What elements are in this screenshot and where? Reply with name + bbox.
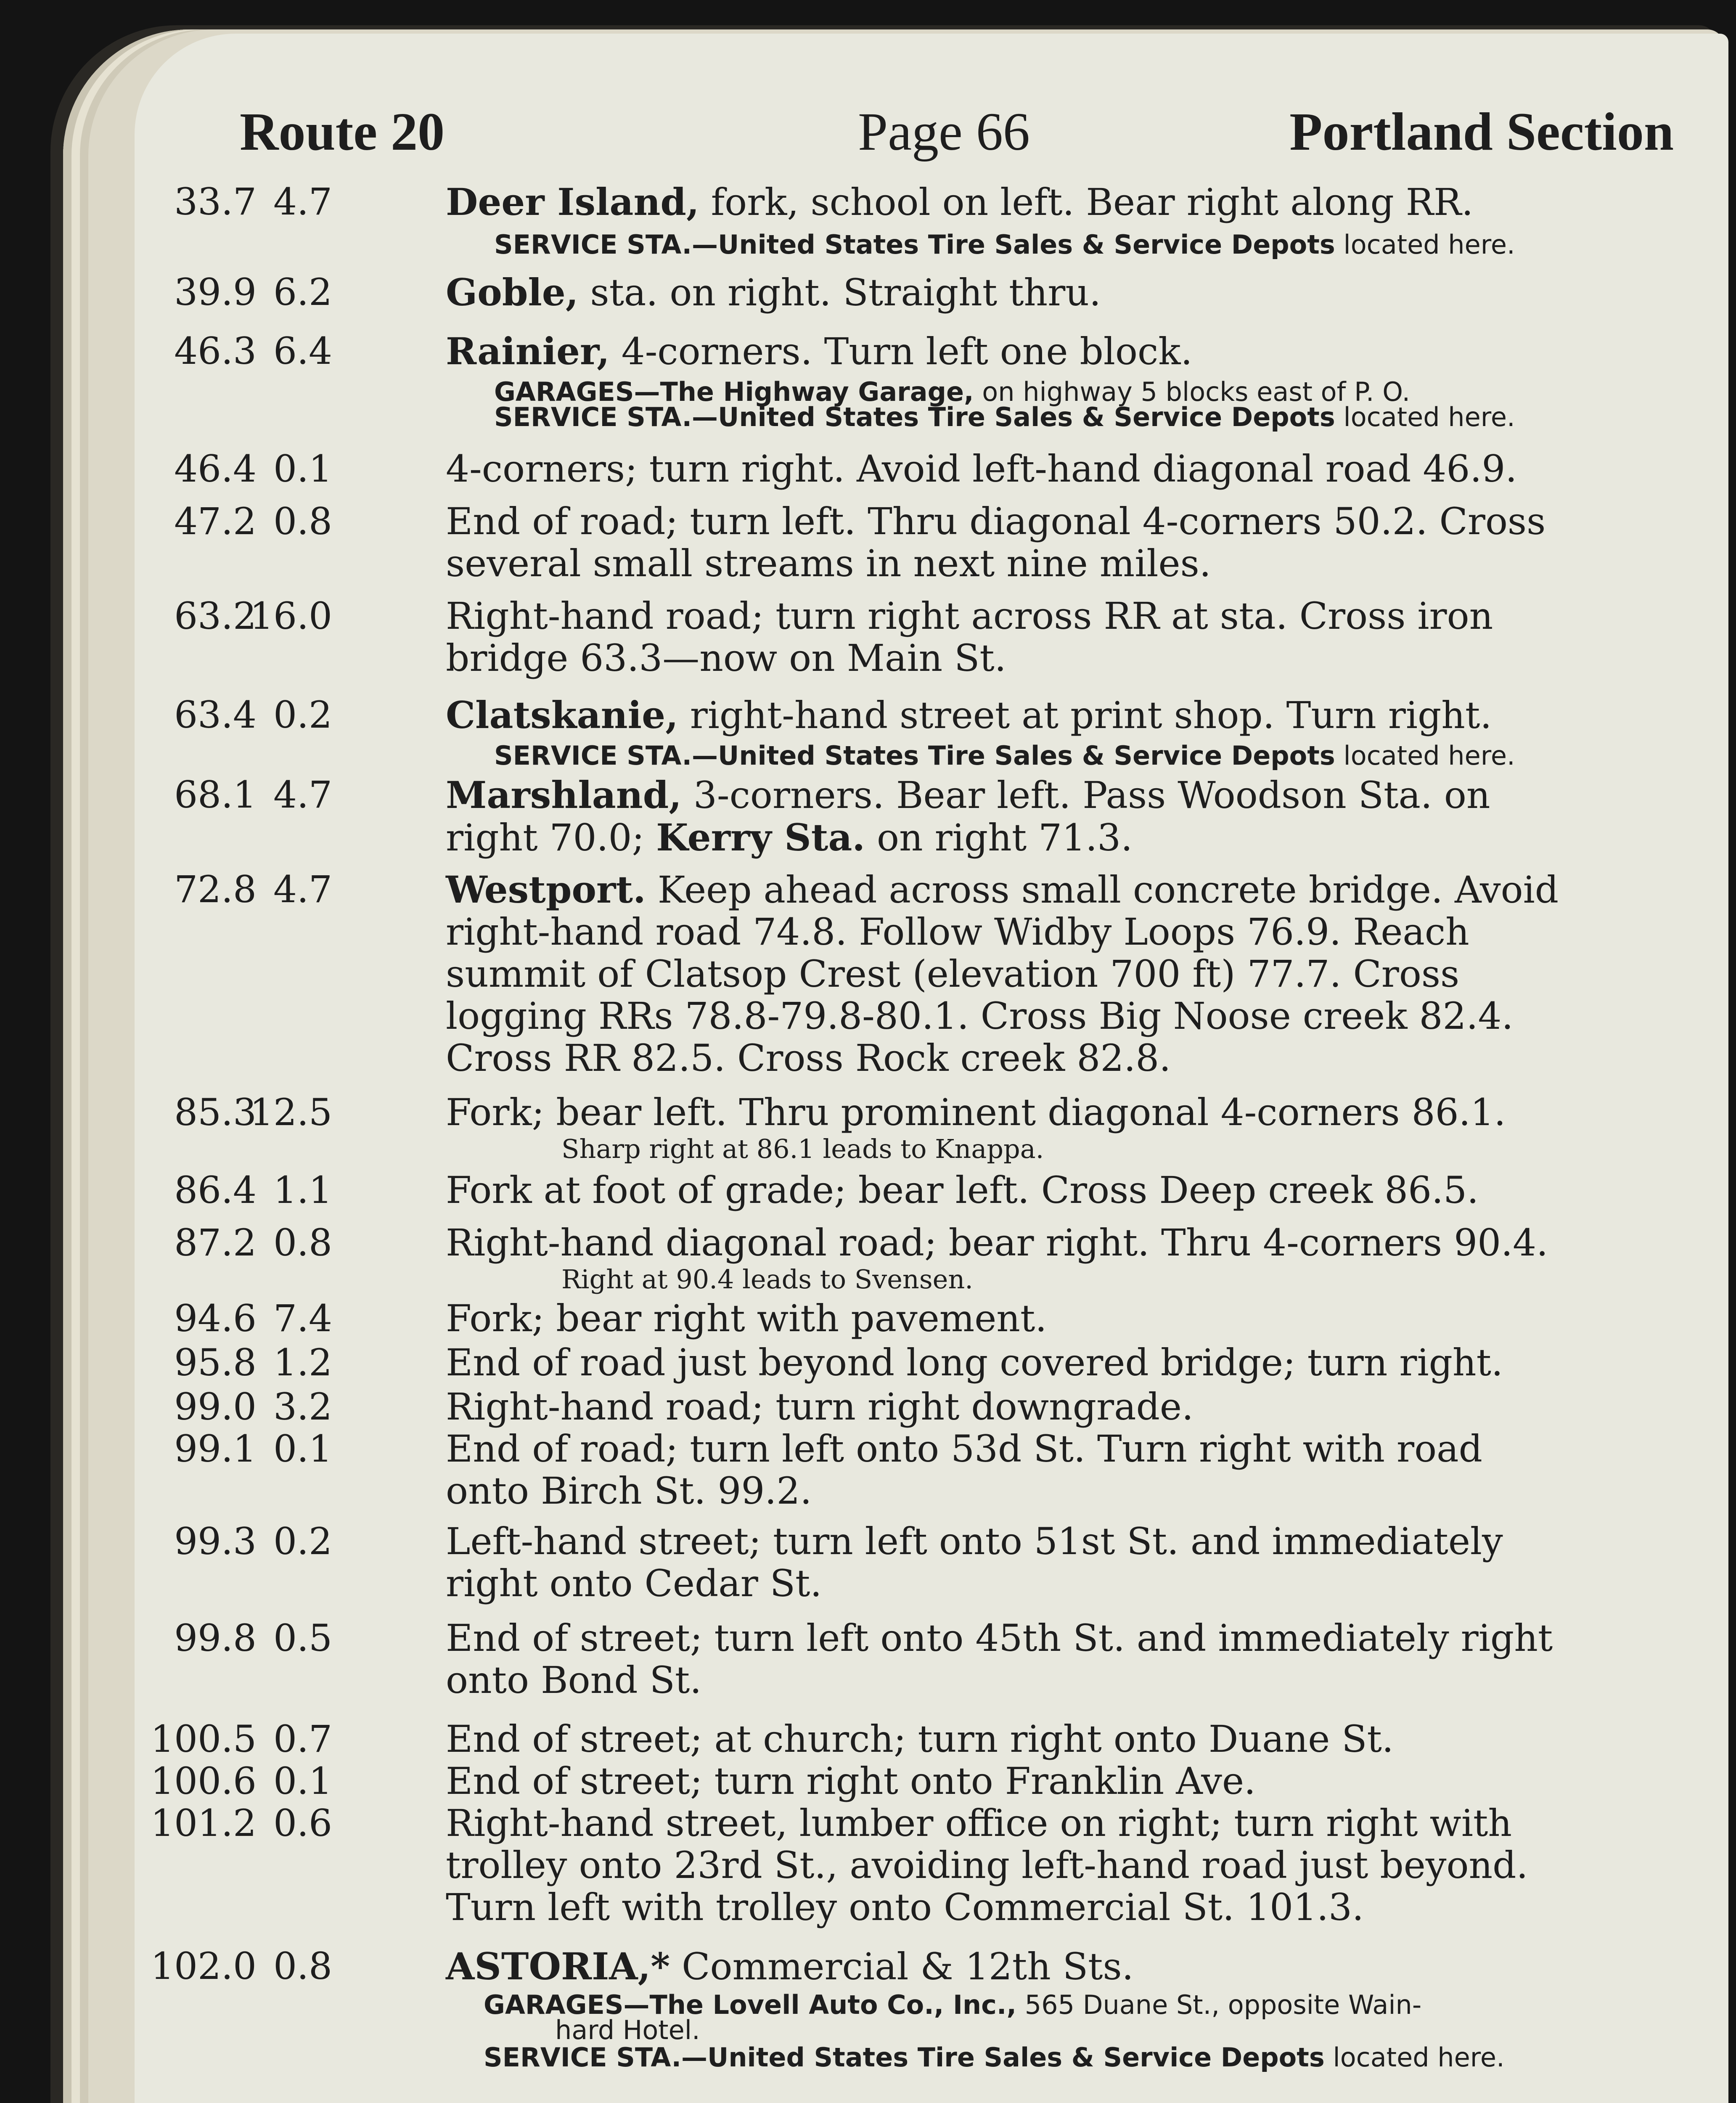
segment-miles: 0.8 (273, 1221, 332, 1264)
place-name: Goble, (446, 270, 579, 314)
segment-miles: 16.0 (250, 594, 332, 638)
service-note: SERVICE STA.—United States Tire Sales & Service Depots located here. (484, 2042, 1505, 2073)
segment-miles: 6.4 (273, 329, 332, 373)
page-number: Page 66 (858, 102, 1030, 162)
segment-miles: 0.2 (273, 693, 332, 736)
place-name: Rainier, (446, 329, 610, 373)
book-page: Route 20 Page 66 Portland Section 33.7 4.7 Deer Island, fork, school on left. Bear right along RR. SERVICE STA.—United States Tire Sales & Service Depots located here. 39.9 6.2 Goble, sta. on right. Straight thru. 46.3 6.4 Rainier, 4-corners. Turn left one block. GARAGES—The Highway Garage, on highway 5 blocks east of P. O. SERVICE STA.—United States Tire Sales & Service Depots located here. 46.4 0.1 4-corners; turn right. Avoid left-hand diagonal road 46.9. 47.2 0.8 End of road; turn left. Thru diagonal 4-corners 50.2. Cross several small streams in next nine miles. 63.2 16.0 Right-hand road; turn right across RR at sta. Cross iron bridge 63.3—now on Main St. 63.4 0.2 Clatskanie, right-hand street at print shop. Turn right. SERVICE STA.—United States Tire Sales & Service Depots located here. 68.1 4.7 Marshland, 3-corners. Bear left. Pass Woodson Sta. on right 70.0; Kerry Sta. on right 71.3. 72.8 4.7 Westport. Keep ahead across small concrete bridge. Avoid right-hand road 74.8. Follow Widby Loops 76.9. Reach summit of Clatsop Crest (elevation 700 ft) 77.7. Cross logging RRs 78.8-79.8-80.1. Cross Big Noose creek 82.4. Cross RR 82.5. Cross Rock creek 82.8. 85.3 12.5 Fork; bear left. Thru prominent diagonal 4-corners 86.1. Sharp right at 86.1 leads to Knappa. 86.4 1.1 Fork at foot of grade; bear left. Cross Deep creek 86.5. 87.2 0.8 Right-hand diagonal road; bear right. Thru 4-corners 90.4. Right at 90.4 leads to Svensen. 94.6 7.4 Fork; bear right with pavement. 95.8 1.2 End of road just beyond long covered bridge; turn right. 99.0 3.2 Right-hand road; turn right downgrade. 99.1 0.1 End of road; turn left onto 53d St. Turn right with road onto Birch St. 99.2. 99.3 0.2 Left-hand street; turn left onto 51st St. and immediately right onto Cedar St. 99.8 0.5 End of street; turn left onto 45th St. and immediately right onto Bond St. 100.5 0.7 End of street; at church; turn right onto Duane St. 100.6 0.1 End of street; turn right onto Franklin Ave. 101.2 0.6 Right-hand street, lumber office on right; turn right with trolley onto 23rd St., avoiding left-hand road just beyond. Turn left with trolley onto Commercial St. 101.3. 102.0 0.8 ASTORIA,* Commercial & 12th Sts. GARAGES—The Lovell Auto Co., Inc., 565 Duane St., opposite Wain- hard Hotel. SERVICE STA.—United States Tire Sales & Service Depots located here. (135, 34, 1728, 2103)
direction-text: Right-hand road; turn right across RR at sta. Cross iron bridge 63.3—now on Main St. (446, 594, 1493, 680)
cumulative-miles: 63.2 (174, 594, 257, 638)
direction-text: Right-hand street, lumber office on right; turn right with trolley onto 23rd St., avoiding left-hand road just beyond. Turn left with trolley onto Commercial St. 101.3. (446, 1801, 1528, 1929)
segment-miles: 6.2 (273, 270, 332, 314)
garage-note: GARAGES—The Lovell Auto Co., Inc., 565 Duane St., opposite Wain- (484, 1989, 1422, 2020)
svensen-note: Right at 90.4 leads to Svensen. (561, 1264, 974, 1295)
direction-text: Right-hand diagonal road; bear right. Thru 4-corners 90.4. (446, 1221, 1548, 1264)
segment-miles: 0.7 (273, 1717, 332, 1761)
cumulative-miles: 72.8 (174, 868, 257, 911)
place-name: Kerry Sta. (656, 816, 865, 859)
section-title: Portland Section (1289, 102, 1674, 162)
place-name: Marshland, (446, 773, 682, 817)
cumulative-miles: 87.2 (174, 1221, 257, 1264)
segment-miles: 0.5 (273, 1616, 332, 1660)
cumulative-miles: 68.1 (174, 773, 257, 816)
direction-text: End of road; turn left onto 53d St. Turn right with road onto Birch St. 99.2. (446, 1427, 1482, 1512)
cumulative-miles: 102.0 (151, 1944, 257, 1988)
service-note: SERVICE STA.—United States Tire Sales & Service Depots located here. (494, 402, 1515, 432)
segment-miles: 1.1 (273, 1168, 332, 1212)
segment-miles: 0.8 (273, 500, 332, 543)
direction-text: 4-corners; turn right. Avoid left-hand diagonal road 46.9. (446, 447, 1517, 490)
direction-text: Commercial & 12th Sts. (670, 1945, 1134, 1988)
cumulative-miles: 86.4 (174, 1168, 257, 1212)
cumulative-miles: 63.4 (174, 693, 257, 736)
direction-text: Fork; bear left. Thru prominent diagonal 4-corners 86.1. (446, 1091, 1506, 1134)
cumulative-miles: 46.3 (174, 329, 257, 373)
direction-text: Keep ahead across small concrete bridge. Avoid right-hand road 74.8. Follow Widby Loops 76.9. Reach summit of Clatsop Crest (elevation 700 ft) 77.7. Cross logging RRs 78.8-79.8-80.1. Cross Big Noose creek 82.4. Cross RR 82.5. Cross Rock creek 82.8. (446, 868, 1559, 1080)
cumulative-miles: 99.3 (174, 1520, 257, 1563)
place-name: Clatskanie, (446, 693, 678, 737)
segment-miles: 0.1 (273, 447, 332, 490)
segment-miles: 1.2 (273, 1341, 332, 1384)
route-title: Route 20 (240, 102, 445, 162)
segment-miles: 0.1 (273, 1759, 332, 1803)
direction-text: End of road; turn left. Thru diagonal 4-corners 50.2. Cross several small streams in next nine miles. (446, 500, 1546, 585)
cumulative-miles: 100.5 (151, 1717, 257, 1761)
direction-text: Fork at foot of grade; bear left. Cross Deep creek 86.5. (446, 1168, 1479, 1212)
cumulative-miles: 33.7 (174, 180, 257, 223)
segment-miles: 0.2 (273, 1520, 332, 1563)
segment-miles: 4.7 (273, 773, 332, 816)
segment-miles: 0.1 (273, 1427, 332, 1470)
cumulative-miles: 85.3 (174, 1091, 257, 1134)
cumulative-miles: 47.2 (174, 500, 257, 543)
direction-text: Left-hand street; turn left onto 51st St. and immediately right onto Cedar St. (446, 1520, 1503, 1605)
direction-text: fork, school on left. Bear right along RR. (699, 180, 1474, 224)
direction-text: 4-corners. Turn left one block. (609, 330, 1193, 373)
direction-text: End of road just beyond long covered bridge; turn right. (446, 1341, 1503, 1384)
service-note: SERVICE STA.—United States Tire Sales & Service Depots located here. (494, 740, 1515, 771)
service-note: SERVICE STA.—United States Tire Sales & Service Depots located here. (494, 229, 1515, 260)
place-name: Westport. (446, 868, 646, 911)
cumulative-miles: 99.1 (174, 1427, 257, 1470)
direction-text: End of street; turn left onto 45th St. and immediately right onto Bond St. (446, 1616, 1553, 1702)
knappa-note: Sharp right at 86.1 leads to Knappa. (561, 1134, 1044, 1164)
direction-text: Right-hand road; turn right downgrade. (446, 1385, 1194, 1428)
direction-text: right-hand street at print shop. Turn right. (678, 694, 1492, 737)
cumulative-miles: 94.6 (174, 1297, 257, 1340)
segment-miles: 0.6 (273, 1801, 332, 1845)
direction-text: 3-corners. Bear left. Pass Woodson Sta. on (681, 773, 1490, 817)
segment-miles: 4.7 (273, 180, 332, 223)
direction-text: sta. on right. Straight thru. (578, 271, 1101, 314)
direction-text: End of street; at church; turn right onto Duane St. (446, 1717, 1394, 1761)
segment-miles: 3.2 (273, 1385, 332, 1428)
place-name: ASTORIA,* (446, 1944, 670, 1988)
segment-miles: 4.7 (273, 868, 332, 911)
cumulative-miles: 99.0 (174, 1385, 257, 1428)
garage-note: GARAGES—The Highway Garage, on highway 5 blocks east of P. O. (494, 376, 1410, 407)
direction-text: End of street; turn right onto Franklin Ave. (446, 1759, 1256, 1803)
segment-miles: 0.8 (273, 1944, 332, 1988)
garage-note-cont: hard Hotel. (555, 2015, 700, 2045)
segment-miles: 12.5 (250, 1091, 332, 1134)
cumulative-miles: 95.8 (174, 1341, 257, 1384)
cumulative-miles: 39.9 (174, 270, 257, 314)
cumulative-miles: 101.2 (151, 1801, 257, 1845)
cumulative-miles: 46.4 (174, 447, 257, 490)
direction-text: Fork; bear right with pavement. (446, 1297, 1047, 1340)
segment-miles: 7.4 (273, 1297, 332, 1340)
cumulative-miles: 100.6 (151, 1759, 257, 1803)
place-name: Deer Island, (446, 180, 699, 224)
cumulative-miles: 99.8 (174, 1616, 257, 1660)
